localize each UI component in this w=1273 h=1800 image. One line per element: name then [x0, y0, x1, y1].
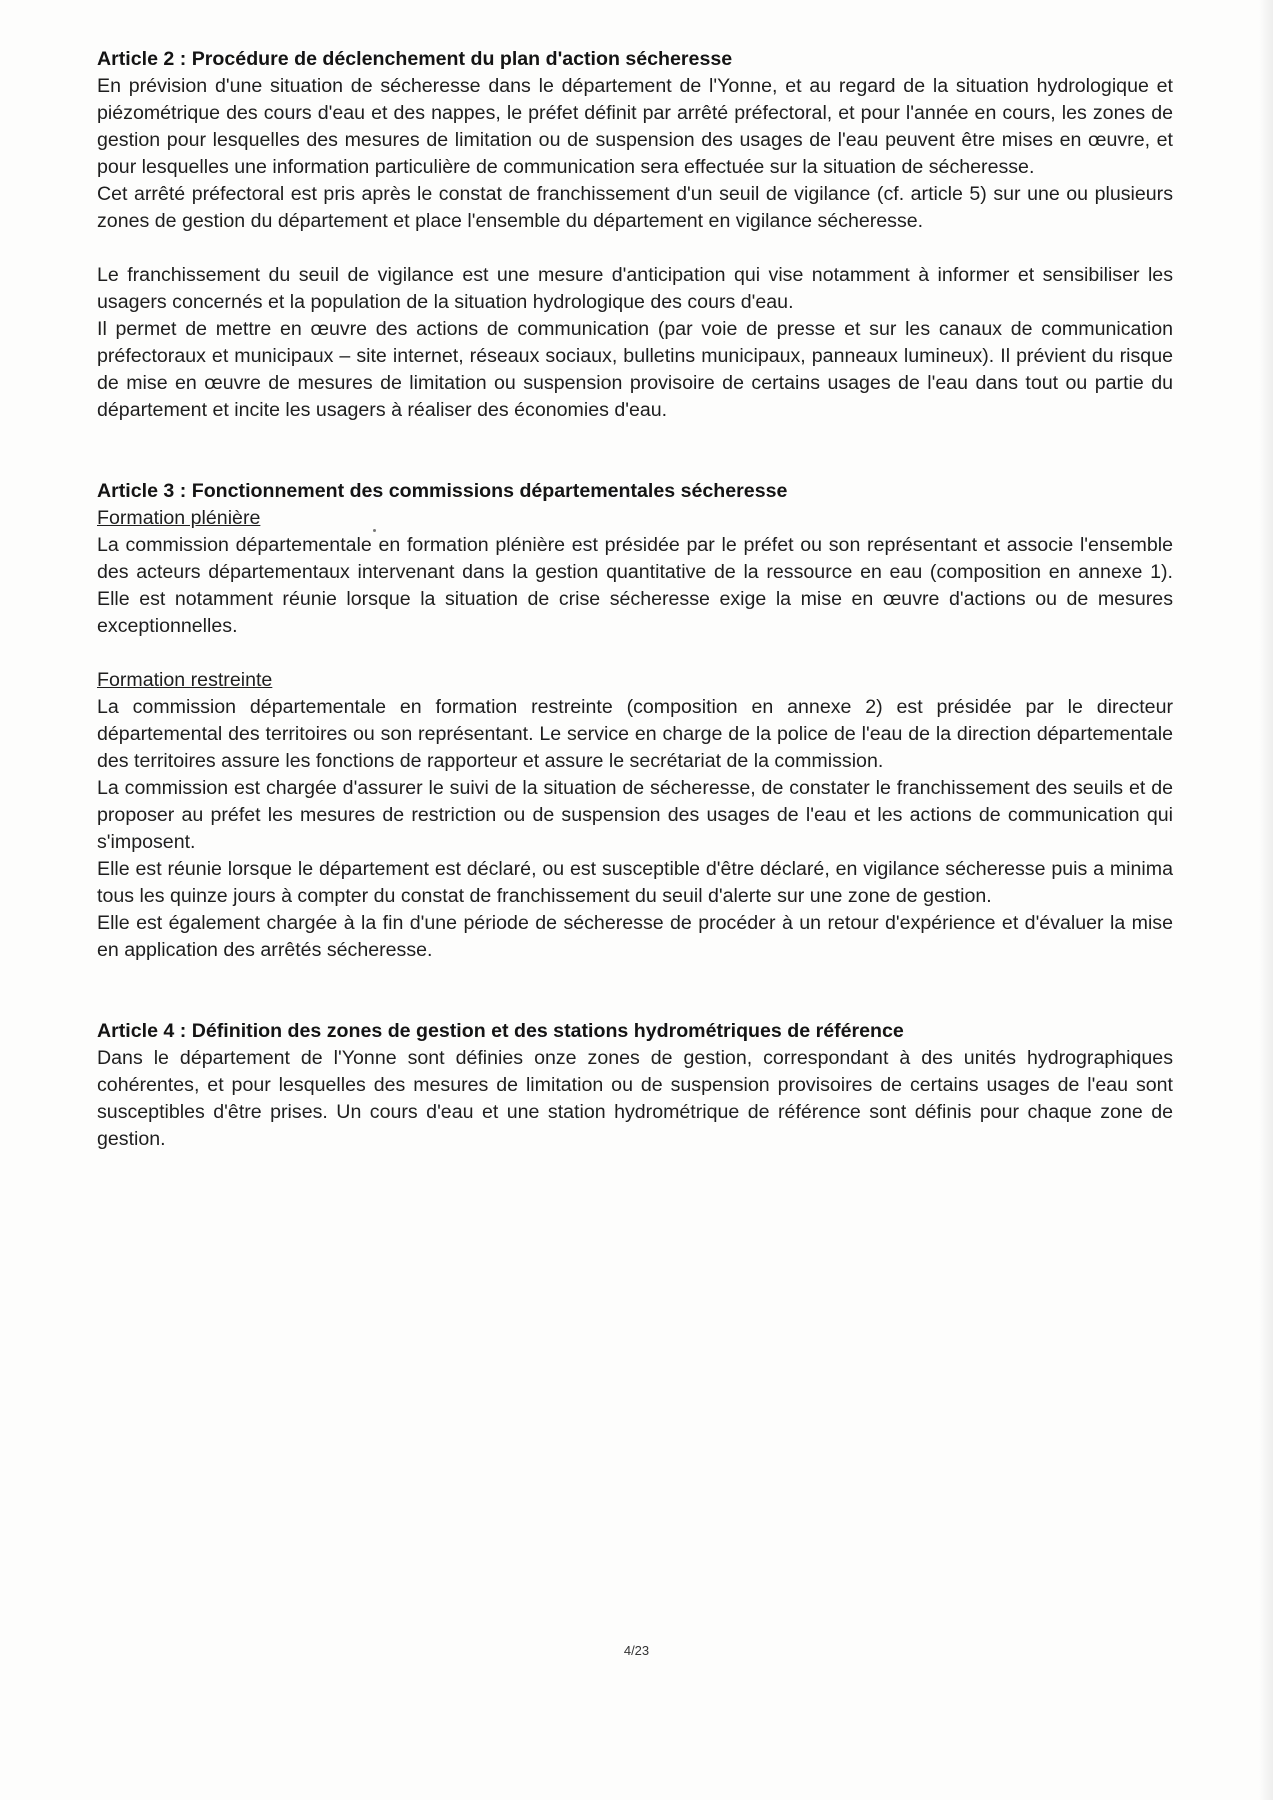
article-4	[97, 1018, 1173, 1153]
article-3-paragraph: Elle est réunie lorsque le département est déclaré, ou est susceptible d'être déclaré, en vigilance sécheresse puis a minima tous les quinze jours à compter du constat de franchissement du seuil d'alerte sur une zone de gestion.	[97, 858, 1173, 907]
article-3-paragraph: La commission est chargée d'assurer le suivi de la situation de sécheresse, de constater le franchissement des seuils et de proposer au préfet les mesures de restriction ou de suspension des usages de l'eau et les actions de communication qui s'imposent.	[97, 777, 1173, 853]
article-2-paragraph: Cet arrêté préfectoral est pris après le constat de franchissement d'un seuil de vigilance (cf. article 5) sur une ou plusieurs zones de gestion du département et place l'ensemble du département en vigilance sécheresse.	[97, 183, 1173, 232]
article-4-title: Article 4 : Définition des zones de gestion et des stations hydrométriques de référence	[97, 1020, 904, 1042]
article-3-paragraph: La commission départementale en formation restreinte (composition en annexe 2) est présidée par le directeur départemental des territoires ou son représentant. Le service en charge de la police de l'eau de la direction départementale des territoires assure les fonctions de rapporteur et assure le secrétariat de la commission.	[97, 696, 1173, 772]
document-body	[97, 46, 1173, 1153]
page-number: 4/23	[623, 1643, 650, 1658]
article-2-title: Article 2 : Procédure de déclenchement du plan d'action sécheresse	[97, 48, 733, 70]
scan-speck	[373, 529, 376, 532]
article-3-title: Article 3 : Fonctionnement des commissions départementales sécheresse	[97, 480, 788, 502]
subheading-formation-pleniere: Formation plénière	[97, 507, 261, 529]
article-3-paragraph: Elle est également chargée à la fin d'une période de sécheresse de procéder à un retour d'expérience et d'évaluer la mise en application des arrêtés sécheresse.	[97, 912, 1173, 961]
article-3-paragraph: La commission départementale en formation plénière est présidée par le préfet ou son représentant et associe l'ensemble des acteurs départementaux intervenant dans la gestion quantitative de la ressource en eau (composition en annexe 1). Elle est notamment réunie lorsque la situation de crise sécheresse exige la mise en œuvre d'actions ou de mesures exceptionnelles.	[97, 534, 1173, 637]
article-2-paragraph: Le franchissement du seuil de vigilance est une mesure d'anticipation qui vise notamment à informer et sensibiliser les usagers concernés et la population de la situation hydrologique des cours d'eau.	[97, 264, 1173, 313]
article-2-paragraph: En prévision d'une situation de sécheresse dans le département de l'Yonne, et au regard de la situation hydrologique et piézométrique des cours d'eau et des nappes, le préfet définit par arrêté préfectoral, et pour l'année en cours, les zones de gestion pour lesquelles des mesures de limitation ou de suspension des usages de l'eau peuvent être mises en œuvre, et pour lesquelles une information particulière de communication sera effectuée sur la situation de sécheresse.	[97, 75, 1173, 178]
article-4-paragraph: Dans le département de l'Yonne sont définies onze zones de gestion, correspondant à des unités hydrographiques cohérentes, et pour lesquelles des mesures de limitation ou de suspension provisoires de certains usages de l'eau sont susceptibles d'être prises. Un cours d'eau et une station hydrométrique de référence sont définis pour chaque zone de gestion.	[97, 1047, 1173, 1150]
article-2	[97, 46, 1173, 424]
article-2-paragraph: Il permet de mettre en œuvre des actions de communication (par voie de presse et sur les canaux de communication préfectoraux et municipaux – site internet, réseaux sociaux, bulletins municipaux, panneaux lumineux). Il prévient du risque de mise en œuvre de mesures de limitation ou suspension provisoire de certains usages de l'eau dans tout ou partie du département et incite les usagers à réaliser des économies d'eau.	[97, 318, 1173, 421]
subheading-formation-restreinte: Formation restreinte	[97, 669, 273, 691]
article-3	[97, 478, 1173, 964]
scan-edge-shadow	[1259, 0, 1273, 1800]
